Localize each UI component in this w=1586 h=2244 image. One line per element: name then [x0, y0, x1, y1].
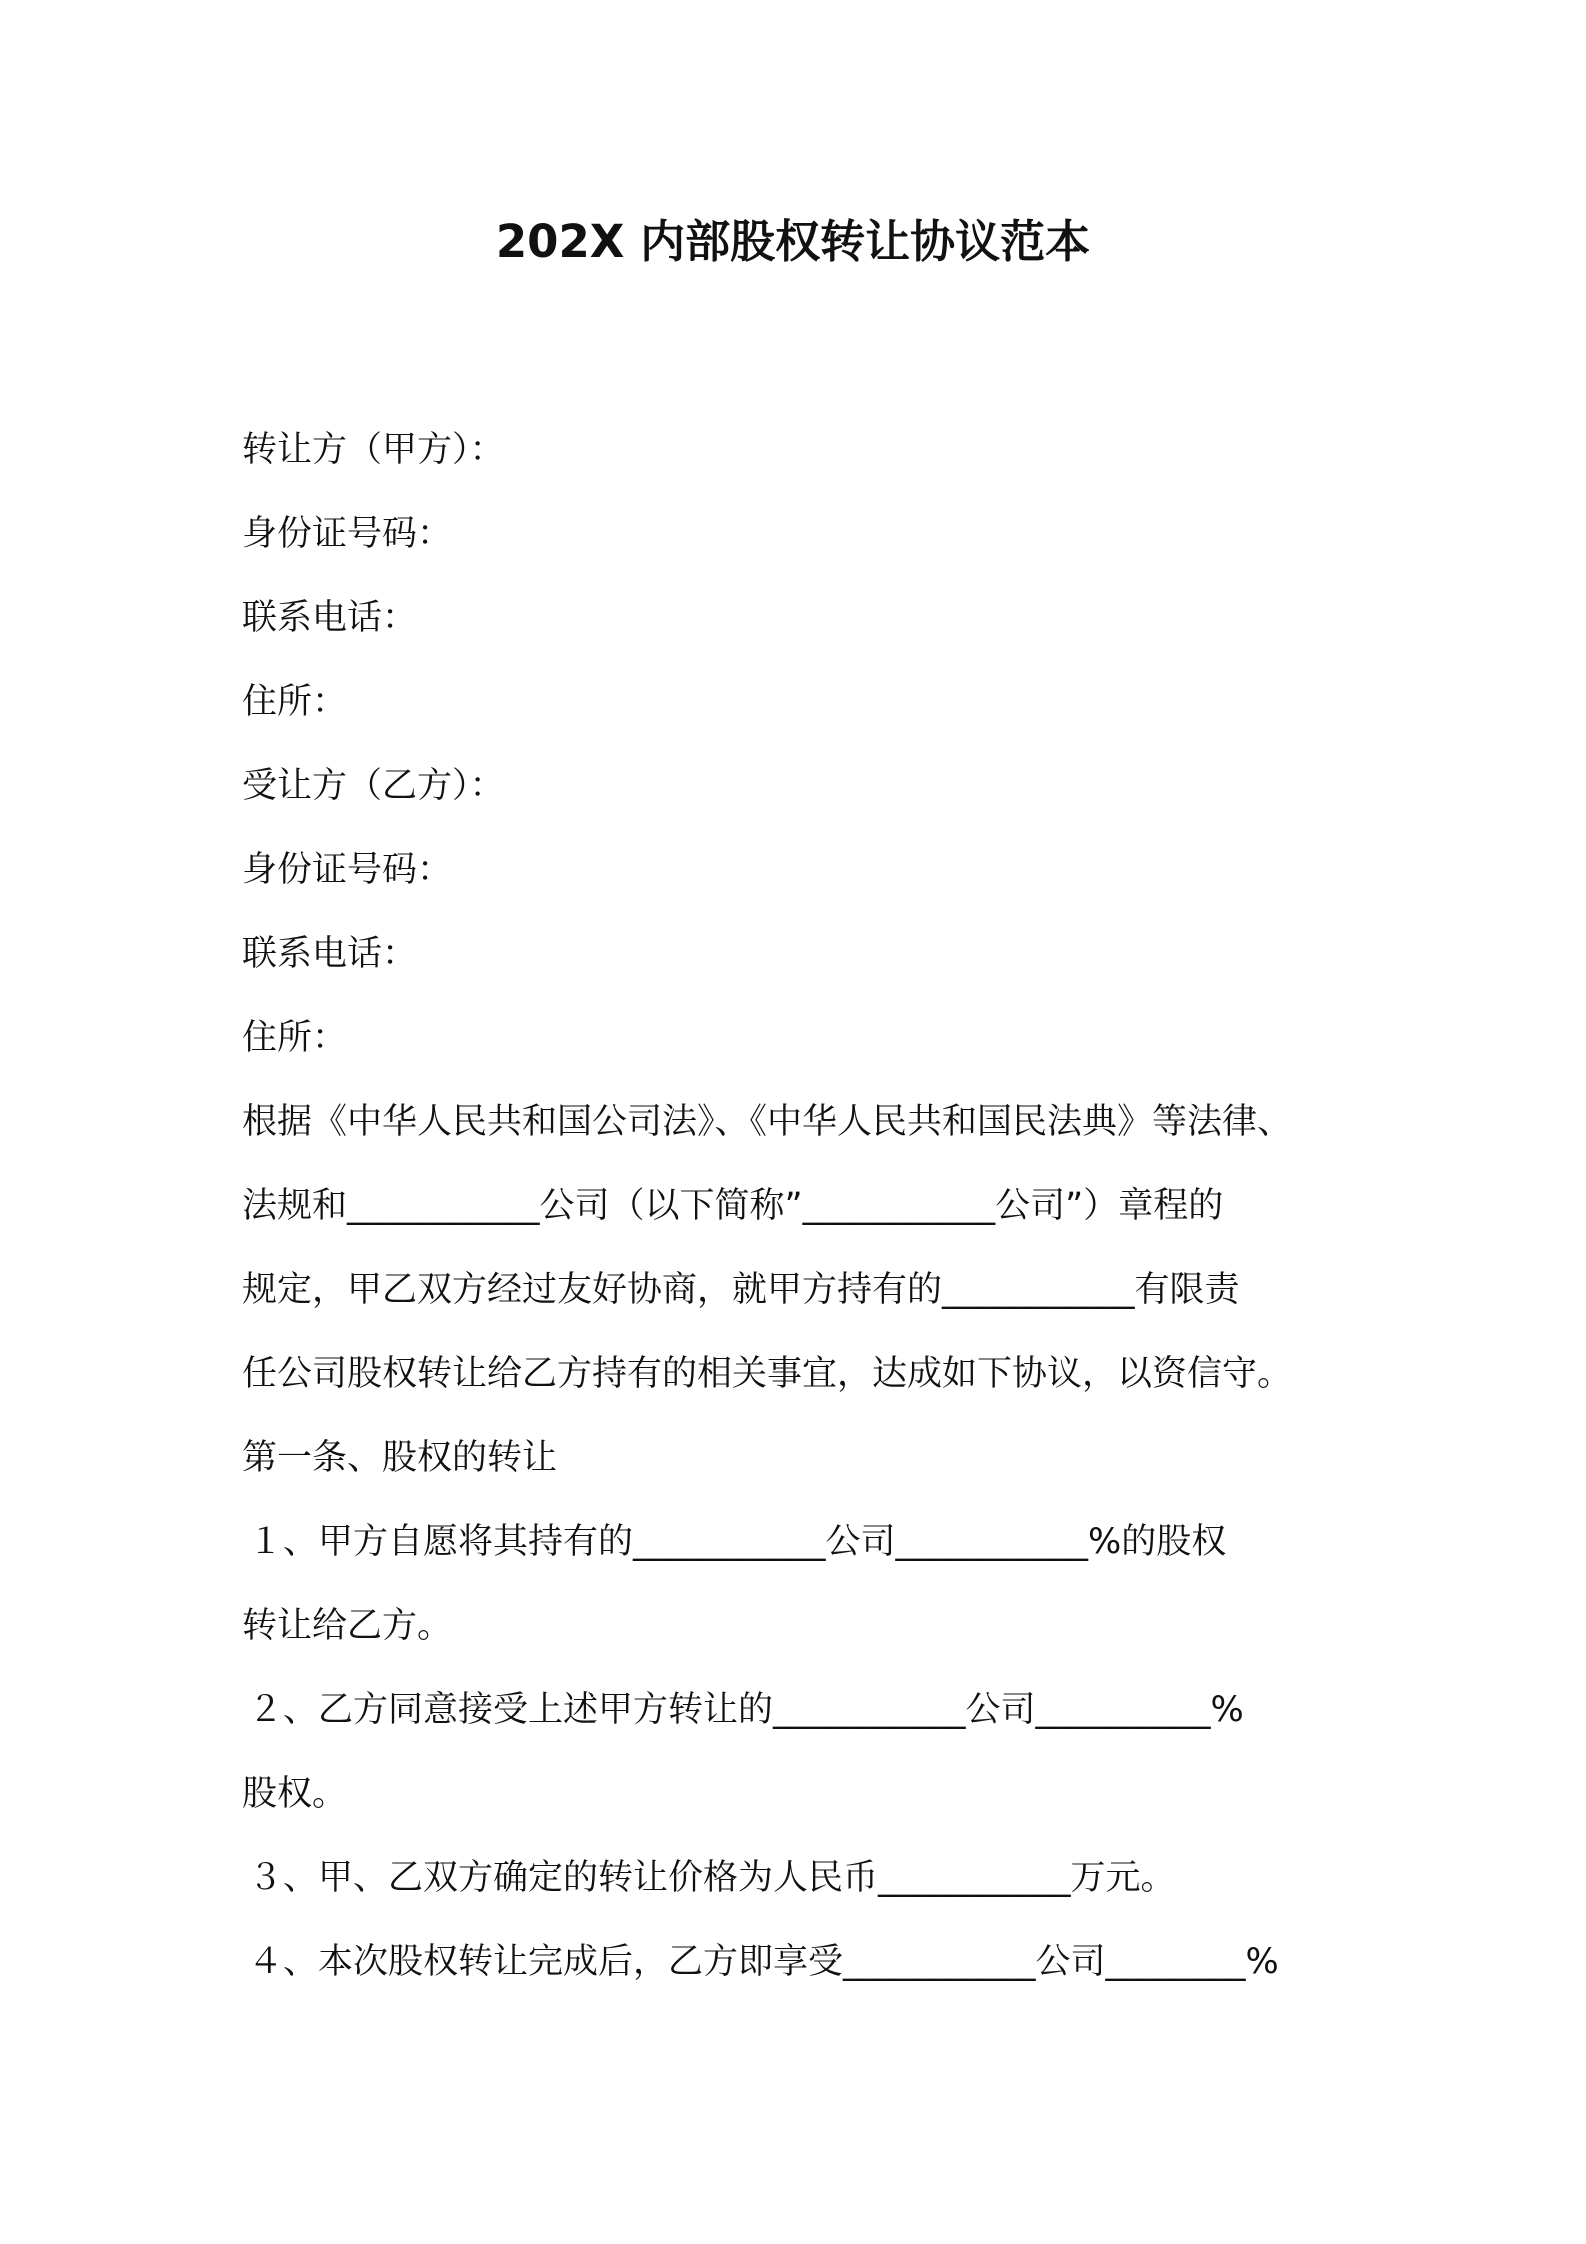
transferee-phone-label: 联系电话： — [242, 934, 418, 974]
transferor-address-label: 住所： — [242, 682, 348, 722]
document-title: 202X 内部股权转让协议范本 — [495, 215, 1091, 268]
preamble-line-4: 任公司股权转让给乙方持有的相关事宜，达成如下协议，以资信守。 — [242, 1354, 1293, 1394]
transferor-phone-label: 联系电话： — [242, 598, 418, 638]
document-body — [242, 408, 1362, 2004]
preamble-line-3: 规定，甲乙双方经过友好协商，就甲方持有的___________有限责 — [242, 1270, 1240, 1310]
clause-2-line-1: ２、乙方同意接受上述甲方转让的___________公司__________% — [248, 1690, 1244, 1730]
transferee-address-label: 住所： — [242, 1018, 348, 1058]
article-1-heading: 第一条、股权的转让 — [242, 1438, 558, 1478]
clause-2-line-2: 股权。 — [242, 1774, 348, 1814]
clause-1-line-1: １、甲方自愿将其持有的___________公司___________%的股权 — [248, 1522, 1227, 1562]
preamble-line-1: 根据《中华人民共和国公司法》、《中华人民共和国民法典》等法律、 — [242, 1102, 1293, 1142]
transferor-id-label: 身份证号码： — [242, 514, 453, 554]
transferor-label: 转让方（甲方）： — [242, 430, 505, 470]
clause-1-line-2: 转让给乙方。 — [242, 1606, 453, 1646]
transferee-label: 受让方（乙方）： — [242, 766, 505, 806]
transferee-id-label: 身份证号码： — [242, 850, 453, 890]
clause-3-line-1: ３、甲、乙双方确定的转让价格为人民币___________万元。 — [248, 1858, 1176, 1898]
preamble-line-2: 法规和___________公司（以下简称”___________公司”）章程的 — [242, 1186, 1224, 1226]
clause-4-line-1: ４、本次股权转让完成后，乙方即享受___________公司________% — [248, 1942, 1279, 1982]
